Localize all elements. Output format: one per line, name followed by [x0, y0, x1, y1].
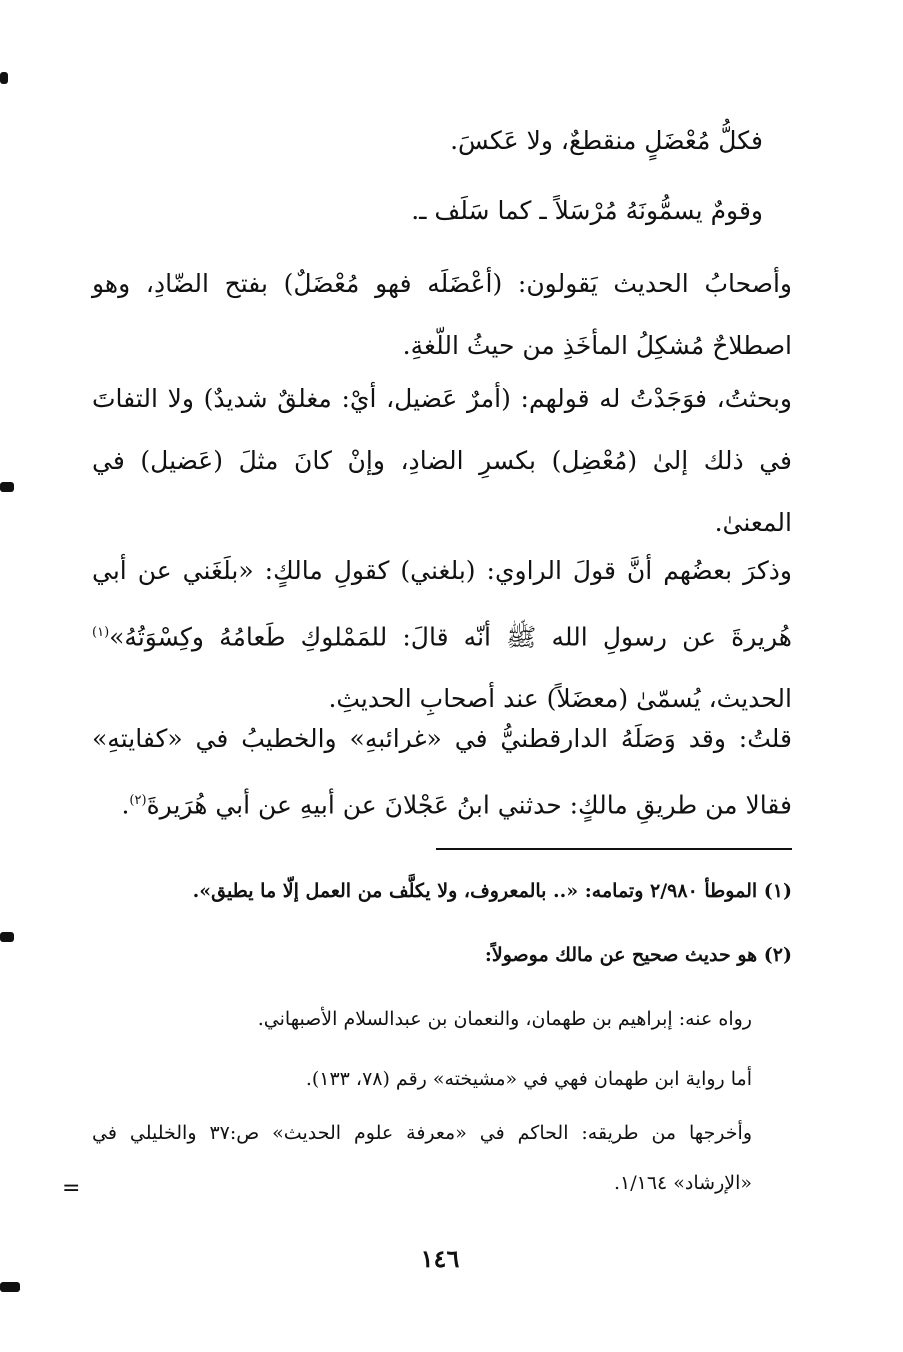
margin-mark: =	[62, 1176, 81, 1201]
verse-line-1: فكلُّ مُعْضَلٍ منقطعٌ، ولا عَكسَ.	[450, 126, 763, 155]
scan-edge-mark	[0, 1282, 20, 1292]
paragraph-3: وأصحابُ الحديث يَقولون: (أعْضَلَه فهو مُعْضَلٌ) بفتح الضّادِ، وهو اصطلاحٌ مُشكِلُ المأخَذِ من حيثُ اللّغةِ.	[92, 269, 792, 360]
paragraph-6	[92, 708, 792, 836]
paragraph-6-text-a: قلتُ: وقد وَصَلَهُ الدارقطنيُّ في «غرائبهِ» والخطيبُ في «كفايتهِ» فقالا من طريقِ مالكٍ: حدثني ابنُ عَجْلانَ عن أبيهِ عن أبي هُرَيرةَ	[92, 724, 792, 820]
paragraph-5-text-a: وذكرَ بعضُهم أنَّ قولَ الراوي: (بلغني) كقولِ مالكٍ: «بلَغَني عن أبي هُريرةَ عن رسولِ الله ﷺ أنّه قالَ: للمَمْلوكِ طَعامُهُ وكِسْوَتُهُ»	[92, 556, 792, 652]
scan-edge-mark	[0, 482, 14, 492]
footnote-divider	[436, 848, 792, 850]
footnote-2: (٢) هو حديث صحيح عن مالك موصولاً:	[484, 944, 792, 966]
paragraph-6-text-b: .	[121, 790, 130, 820]
paragraph-5-text-b: الحديث، يُسمّىٰ (معضَلاً) عند أصحابِ الحديثِ.	[328, 684, 792, 714]
paragraph-5	[92, 540, 792, 730]
scan-edge-mark	[0, 72, 8, 84]
footnote-2-line-3: أما رواية ابن طهمان فهي في «مشيخته» رقم (٧٨، ١٣٣).	[305, 1068, 752, 1090]
page-number: ١٤٦	[420, 1244, 460, 1273]
footnote-ref-2: (٢)	[129, 793, 147, 808]
scan-edge-mark	[0, 932, 14, 942]
paragraph-4: وبحثتُ، فوَجَدْتُ له قولهم: (أمرٌ عَضيل، أيْ: مغلقٌ شديدٌ) ولا التفاتَ في ذلك إلىٰ (مُعْضِل) بكسرِ الضادِ، وإنْ كانَ مثلَ (عَضيل) في المعنىٰ.	[92, 384, 792, 537]
footnote-2-line-2: رواه عنه: إبراهيم بن طهمان، والنعمان بن عبدالسلام الأصبهاني.	[257, 1008, 752, 1030]
footnote-2-line-4: وأخرجها من طريقه: الحاكم في «معرفة علوم الحديث» ص:٣٧ والخليلي في «الإرشاد» ١/١٦٤.	[92, 1122, 752, 1194]
footnote-1: (١) الموطأ ٢/٩٨٠ وتمامه: «.. بالمعروف، ولا يكلَّف من العمل إلّا ما يطيق».	[192, 880, 792, 902]
footnote-ref-1: (١)	[92, 625, 110, 640]
verse-line-2: وقومٌ يسمُّونَهُ مُرْسَلاً ـ كما سَلَف ـ.	[411, 196, 763, 225]
